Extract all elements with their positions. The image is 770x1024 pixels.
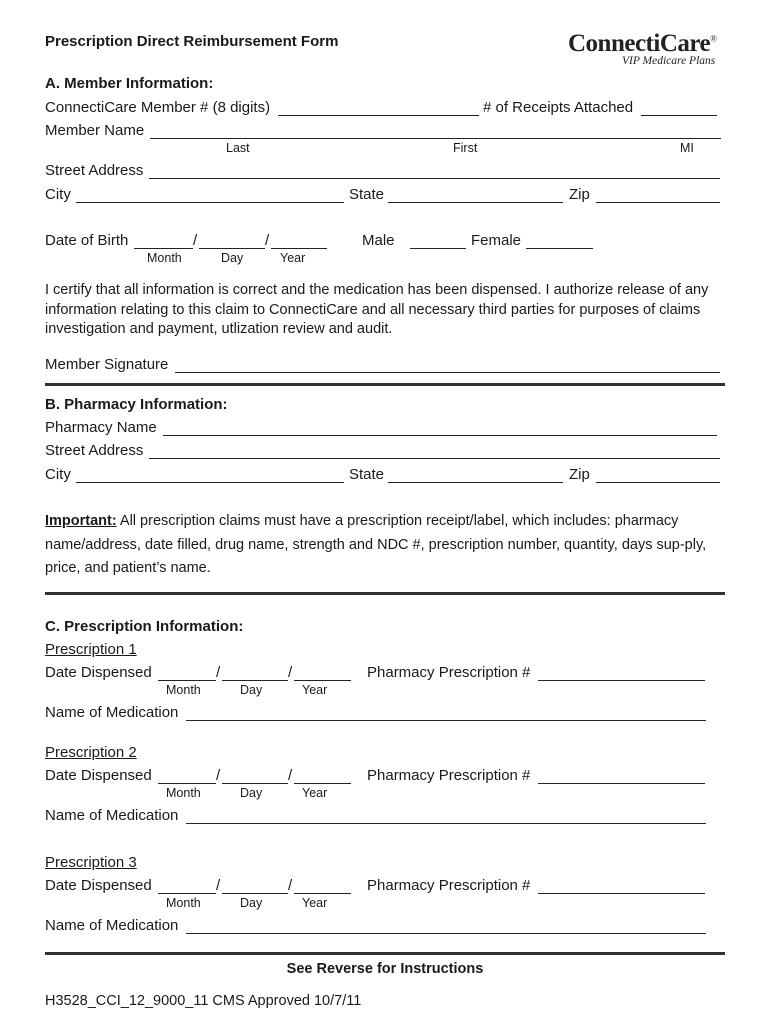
member-number-label: ConnectiCare Member # (8 digits) <box>45 99 271 116</box>
pharmacy-city-label: City <box>45 466 71 483</box>
rx3-year-field[interactable] <box>294 893 351 894</box>
form-title: Prescription Direct Reimbursement Form <box>45 33 339 50</box>
prescription-3-title: Prescription 3 <box>45 854 137 871</box>
zip-label: Zip <box>569 186 590 203</box>
name-sub-last: Last <box>226 141 250 155</box>
section-b-heading: B. Pharmacy Information: <box>45 396 228 413</box>
receipts-label: # of Receipts Attached <box>483 99 634 116</box>
medication-label: Name of Medication <box>45 807 179 824</box>
date-dispensed-label: Date Dispensed <box>45 767 152 784</box>
rx1-sub-year: Year <box>302 683 328 697</box>
pharmacy-city-field[interactable] <box>76 482 344 483</box>
street-address-label: Street Address <box>45 162 144 179</box>
city-field[interactable] <box>76 202 344 203</box>
rx2-day-field[interactable] <box>222 783 288 784</box>
rx1-year-field[interactable] <box>294 680 351 681</box>
section-c-heading: C. Prescription Information: <box>45 618 244 635</box>
city-label: City <box>45 186 71 203</box>
male-field[interactable] <box>410 248 466 249</box>
prescription-1-title: Prescription 1 <box>45 641 137 658</box>
rx3-sub-day: Day <box>240 896 263 910</box>
name-sub-mi: MI <box>680 141 694 155</box>
rx1-medication-field[interactable] <box>186 720 706 721</box>
date-slash: / <box>288 664 293 681</box>
logo-registered-mark: ® <box>710 33 717 44</box>
section-a-heading: A. Member Information: <box>45 75 214 92</box>
section-divider-a-b <box>45 383 725 386</box>
rx1-pharmacy-rx-field[interactable] <box>538 680 705 681</box>
member-number-field[interactable] <box>278 115 479 116</box>
rx2-pharmacy-rx-field[interactable] <box>538 783 705 784</box>
date-slash: / <box>216 767 221 784</box>
rx3-medication-field[interactable] <box>186 933 706 934</box>
pharmacy-rx-label: Pharmacy Prescription # <box>367 767 531 784</box>
state-label: State <box>349 186 385 203</box>
rx2-sub-day: Day <box>240 786 263 800</box>
member-signature-label: Member Signature <box>45 356 169 373</box>
street-address-field[interactable] <box>149 178 720 179</box>
pharmacy-zip-field[interactable] <box>596 482 720 483</box>
dob-day-field[interactable] <box>199 248 265 249</box>
pharmacy-rx-label: Pharmacy Prescription # <box>367 877 531 894</box>
date-dispensed-label: Date Dispensed <box>45 664 152 681</box>
rx1-day-field[interactable] <box>222 680 288 681</box>
section-divider-b-c <box>45 592 725 595</box>
dob-label: Date of Birth <box>45 232 129 249</box>
female-field[interactable] <box>526 248 593 249</box>
logo-subtitle: VIP Medicare Plans <box>622 55 716 67</box>
date-slash: / <box>216 877 221 894</box>
dob-sub-year: Year <box>280 251 306 265</box>
rx3-sub-year: Year <box>302 896 328 910</box>
member-signature-field[interactable] <box>175 372 720 373</box>
dob-year-field[interactable] <box>271 248 327 249</box>
receipts-field[interactable] <box>641 115 717 116</box>
pharmacy-state-label: State <box>349 466 385 483</box>
important-note <box>45 510 725 581</box>
name-sub-first: First <box>453 141 478 155</box>
rx1-sub-month: Month <box>166 683 201 697</box>
dob-slash-2: / <box>265 232 270 249</box>
rx1-sub-day: Day <box>240 683 263 697</box>
pharmacy-street-label: Street Address <box>45 442 144 459</box>
rx2-sub-year: Year <box>302 786 328 800</box>
dob-sub-month: Month <box>147 251 182 265</box>
rx2-sub-month: Month <box>166 786 201 800</box>
logo-name: ConnectiCare <box>568 30 711 57</box>
dob-month-field[interactable] <box>134 248 193 249</box>
pharmacy-rx-label: Pharmacy Prescription # <box>367 664 531 681</box>
rx3-pharmacy-rx-field[interactable] <box>538 893 705 894</box>
date-slash: / <box>288 767 293 784</box>
rx2-year-field[interactable] <box>294 783 351 784</box>
section-divider-footer <box>45 952 725 955</box>
pharmacy-state-field[interactable] <box>388 482 563 483</box>
pharmacy-zip-label: Zip <box>569 466 590 483</box>
pharmacy-name-label: Pharmacy Name <box>45 419 157 436</box>
state-field[interactable] <box>388 202 563 203</box>
zip-field[interactable] <box>596 202 720 203</box>
important-text: All prescription claims must have a prescription receipt/label, which includes: pharmacy name/address, date filled, drug name, strength and NDC #, prescription number, quantity, days sup-ply, price, and patient’s name. <box>45 513 707 576</box>
rx1-month-field[interactable] <box>158 680 216 681</box>
certification-text: I certify that all information is correct and the medication has been dispensed. I authorize release of any information relating to this claim to ConnectiCare and all necessary third parties for purposes of claims investigation and payment, utlization review and audit. <box>45 282 709 337</box>
rx3-sub-month: Month <box>166 896 201 910</box>
female-label: Female <box>471 232 522 249</box>
connecticare-logo <box>568 30 716 58</box>
date-slash: / <box>288 877 293 894</box>
see-reverse-note: See Reverse for Instructions <box>286 961 484 977</box>
rx2-medication-field[interactable] <box>186 823 706 824</box>
pharmacy-name-field[interactable] <box>163 435 717 436</box>
male-label: Male <box>362 232 395 249</box>
rx2-month-field[interactable] <box>158 783 216 784</box>
member-name-label: Member Name <box>45 122 145 139</box>
dob-sub-day: Day <box>221 251 244 265</box>
date-slash: / <box>216 664 221 681</box>
rx3-month-field[interactable] <box>158 893 216 894</box>
pharmacy-street-field[interactable] <box>149 458 720 459</box>
form-code: H3528_CCI_12_9000_11 CMS Approved 10/7/11 <box>45 993 362 1009</box>
dob-slash-1: / <box>193 232 198 249</box>
member-name-field[interactable] <box>150 138 721 139</box>
date-dispensed-label: Date Dispensed <box>45 877 152 894</box>
medication-label: Name of Medication <box>45 917 179 934</box>
medication-label: Name of Medication <box>45 704 179 721</box>
rx3-day-field[interactable] <box>222 893 288 894</box>
important-label: Important: <box>45 513 117 529</box>
prescription-2-title: Prescription 2 <box>45 744 137 761</box>
